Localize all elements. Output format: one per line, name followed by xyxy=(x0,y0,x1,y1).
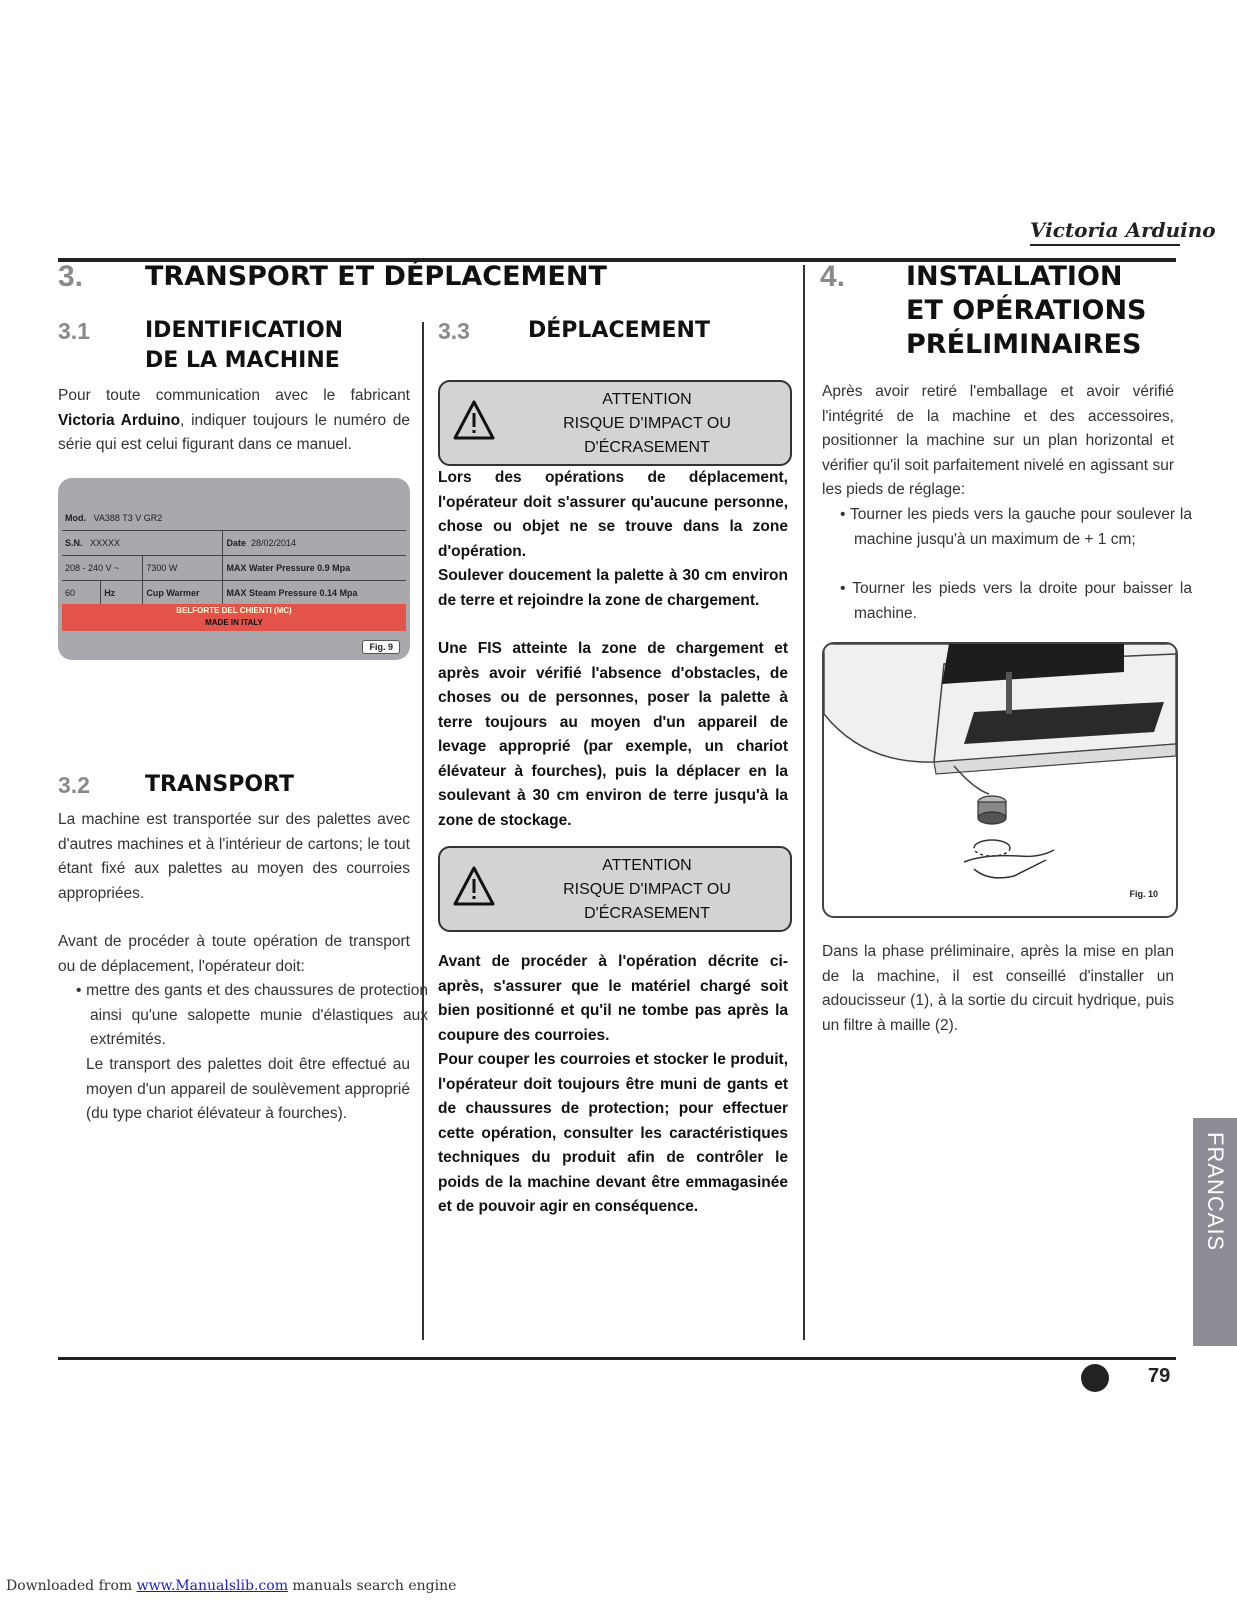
warning-1-line2: RISQUE D'IMPACT OU xyxy=(563,415,731,432)
section-3-3-paragraph-1: Lors des opérations de déplacement, l'opérateur doit s'assurer qu'aucune personne, chose ou objet ne se trouve dans la zone d'opération. xyxy=(438,469,788,560)
language-side-tab xyxy=(1193,1118,1237,1346)
section-3-2-paragraph-2: Avant de procéder à toute opération de transport ou de déplacement, l'opérateur doit: xyxy=(58,933,410,975)
section-4-bullet-1: • Tourner les pieds vers la gauche pour soulever la machine jusqu'à un maximum de + 1 cm; xyxy=(840,506,1192,548)
section-3-number: 3. xyxy=(58,260,84,293)
section-3-1-title-line2: DE LA MACHINE xyxy=(145,348,340,373)
section-3-2-title: TRANSPORT xyxy=(145,772,295,797)
footer-suffix: manuals search engine xyxy=(287,1578,457,1594)
section-4-title xyxy=(906,260,1147,362)
sn-label: S.N. xyxy=(65,538,83,548)
column-divider-1 xyxy=(422,322,424,1340)
warning-triangle-icon xyxy=(452,864,496,908)
plate-cup-warmer: Cup Warmer xyxy=(143,581,223,606)
warning-2-text xyxy=(532,854,762,926)
manualslib-link[interactable]: www.Manualslib.com xyxy=(136,1578,288,1594)
date-label: Date xyxy=(226,538,246,548)
download-footer xyxy=(6,1578,456,1594)
date-value: 28/02/2014 xyxy=(250,538,297,548)
warning-triangle-icon xyxy=(452,398,496,442)
section-4-number: 4. xyxy=(820,260,846,293)
plate-origin-band xyxy=(62,604,406,631)
plate-steam-pressure: MAX Steam Pressure 0.14 Mpa xyxy=(223,581,406,606)
plate-sn-cell xyxy=(62,531,223,556)
warning-box-2 xyxy=(438,846,792,932)
plate-mod-cell xyxy=(62,506,223,531)
section-3-title: TRANSPORT ET DÉPLACEMENT xyxy=(145,261,607,292)
section-3-2-number: 3.2 xyxy=(58,772,90,798)
sn-value: XXXXX xyxy=(90,538,121,548)
plate-hz-value: 60 xyxy=(62,581,101,606)
text: , indiquer toujours le numéro de série qui est celui figurant dans ce manuel. xyxy=(58,411,410,453)
section-4-paragraph-2: Dans la phase préliminaire, après la mise en plan de la machine, il est conseillé d'installer un adoucisseur (1), à la sortie du circuit hydrique, puis un filtre à maille (2). xyxy=(822,943,1174,1034)
machine-data-plate xyxy=(58,478,410,660)
warning-1-line3: D'ÉCRASEMENT xyxy=(584,439,710,456)
mod-value: VA388 T3 V GR2 xyxy=(93,513,163,523)
section-3-3-paragraph-3: Une FIS atteinte la zone de chargement et après avoir vérifié l'absence d'obstacles, de choses ou de personnes, poser la palette à terre toujours au moyen d'un appareil de levage approprié (par exemple, un chariot élévateur à fourches), puis la déplacer en la soulevant à 30 cm environ de terre jusqu'à la zone de stockage. xyxy=(438,640,788,829)
column-divider-2 xyxy=(803,265,805,1340)
plate-power: 7300 W xyxy=(143,556,223,581)
section-4-title-line2: ET OPÉRATIONS xyxy=(906,295,1147,326)
section-3-1-paragraph xyxy=(58,384,410,458)
text: Pour toute communication avec le fabricant xyxy=(58,387,410,404)
manufacturer-name: Victoria Arduino xyxy=(58,411,181,429)
page-number: 79 xyxy=(1148,1365,1171,1387)
figure-10-foot-adjustment-illustration xyxy=(822,642,1178,918)
language-side-tab-label: FRANCAIS xyxy=(1203,1132,1228,1252)
plate-voltage: 208 - 240 V ~ xyxy=(62,556,143,581)
brand-logo: Victoria Arduino xyxy=(1030,218,1216,242)
section-3-2-paragraph-1: La machine est transportée sur des palettes avec d'autres machines et à l'intérieur de cartons; le tout étant fixé aux palettes au moyen des courroies appropriées. xyxy=(58,811,410,902)
section-3-1-number: 3.1 xyxy=(58,318,90,344)
warning-2-line2: RISQUE D'IMPACT OU xyxy=(563,881,731,898)
section-3-2-bullet-1: • mettre des gants et des chaussures de protection ainsi qu'une salopette munie d'élastiques aux extrémités. xyxy=(76,982,428,1048)
manufacturer-seal-icon xyxy=(1081,1364,1109,1392)
warning-2-line3: D'ÉCRASEMENT xyxy=(584,905,710,922)
section-4-title-line3: PRÉLIMINAIRES xyxy=(906,329,1142,360)
warning-1-text xyxy=(532,388,762,460)
plate-empty xyxy=(223,506,406,531)
section-3-1-title xyxy=(145,316,343,376)
section-3-3-paragraph-2: Soulever doucement la palette à 30 cm environ de terre et rejoindre la zone de chargement. xyxy=(438,567,788,609)
section-3-3-paragraph-4: Avant de procéder à l'opération décrite ci-après, s'assurer que le matériel chargé soit bien positionné et qu'il ne tombe pas après la coupure des courroies. xyxy=(438,953,788,1044)
brand-underline xyxy=(1030,244,1180,246)
plate-date-cell xyxy=(223,531,406,556)
section-3-3-paragraph-5: Pour couper les courroies et stocker le produit, l'opérateur doit toujours être muni de gants et de chaussures de protection; pour effectuer cette opération, consulter les caractéristiques techniques du produit afin de contrôler le poids de la machine devant être emmagasinée et de pouvoir agir en conséquence. xyxy=(438,1051,788,1215)
plate-origin-line2: MADE IN ITALY xyxy=(205,618,263,627)
figure-10-label: Fig. 10 xyxy=(1123,888,1164,900)
warning-2-line1: ATTENTION xyxy=(602,857,692,874)
warning-1-line1: ATTENTION xyxy=(602,391,692,408)
section-4-paragraph-1: Après avoir retiré l'emballage et avoir vérifié l'intégrité de la machine et des accessoires, positionner la machine sur un plan horizontal et vérifier qu'il soit parfaitement nivelé en agissant sur les pieds de réglage: xyxy=(822,383,1174,498)
section-4-bullet-2: • Tourner les pieds vers la droite pour baisser la machine. xyxy=(840,580,1192,622)
plate-table xyxy=(62,506,406,606)
plate-water-pressure: MAX Water Pressure 0.9 Mpa xyxy=(223,556,406,581)
section-3-1-title-line1: IDENTIFICATION xyxy=(145,318,344,343)
section-3-3-title: DÉPLACEMENT xyxy=(528,318,710,343)
machine-foot-drawing xyxy=(824,644,1176,916)
warning-box-1 xyxy=(438,380,792,466)
plate-origin-line1: BELFORTE DEL CHIENTI (MC) xyxy=(176,606,292,615)
mod-label: Mod. xyxy=(65,513,86,523)
bottom-rule xyxy=(58,1357,1176,1360)
footer-prefix: Downloaded from xyxy=(6,1578,137,1594)
figure-9-label: Fig. 9 xyxy=(362,640,400,654)
section-4-title-line1: INSTALLATION xyxy=(906,261,1123,292)
section-3-2-paragraph-3: Le transport des palettes doit être effectué au moyen d'un appareil de soulèvement approprié (du type chariot élévateur à fourches). xyxy=(86,1056,410,1122)
plate-hz-label: Hz xyxy=(101,581,143,606)
section-3-3-number: 3.3 xyxy=(438,318,470,344)
